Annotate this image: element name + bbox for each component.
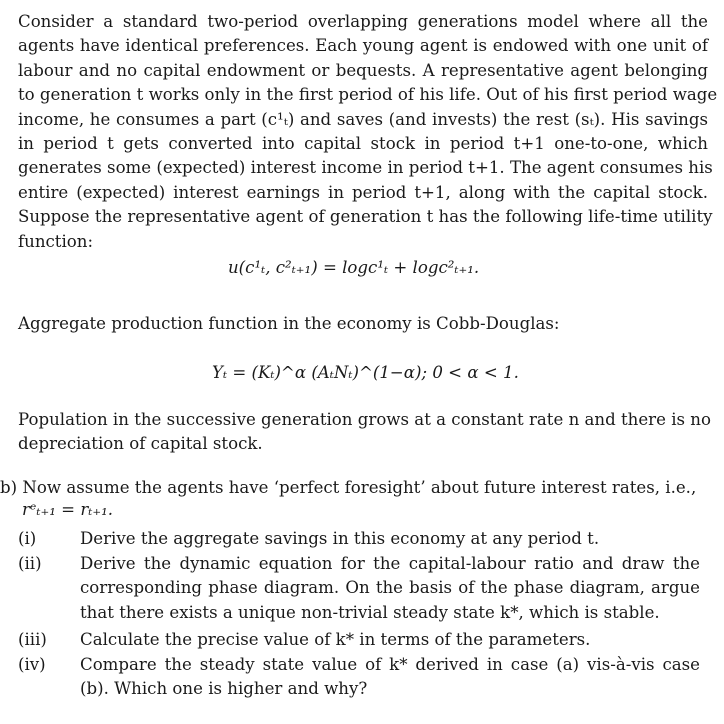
item-line: that there exists a unique non-trivial steady state k*, which is stable.: [80, 602, 660, 622]
item-number: (iv): [18, 655, 46, 674]
item-line: Calculate the precise value of k* in terms of the parameters.: [80, 630, 591, 649]
intro-line: Suppose the representative agent of generation t has the following life-time utility: [18, 207, 713, 227]
item-line: Derive the dynamic equation for the capital-labour ratio and draw the: [80, 554, 700, 573]
item-number: (ii): [18, 554, 42, 573]
item-number: (i): [18, 529, 37, 548]
intro-line: function:: [18, 231, 94, 251]
intro-line: Consider a standard two-period overlapping generations model where all the: [18, 12, 708, 31]
production-intro-line: Aggregate production function in the economy is Cobb-Douglas:: [18, 314, 560, 333]
item-line: Derive the aggregate savings in this economy at any period t.: [80, 529, 600, 548]
intro-line: labour and no capital endowment or bequests. A representative agent belonging: [18, 60, 708, 80]
population-line: Population in the successive generation grows at a constant rate n and there is no: [18, 410, 711, 429]
intro-paragraph: [18, 10, 718, 254]
part-b-lead: [0, 476, 708, 500]
intro-line: agents have identical preferences. Each young agent is endowed with one unit of: [18, 36, 708, 56]
item-line: Compare the steady state value of k* derived in case (a) vis-à-vis case: [80, 655, 700, 674]
population-paragraph: [18, 408, 711, 457]
item-number: (iii): [18, 630, 47, 649]
part-b-lead-line: b) Now assume the agents have ‘perfect foresight’ about future interest rates, i.e.,: [0, 478, 697, 497]
item-line: corresponding phase diagram. On the basis of the phase diagram, argue: [80, 578, 700, 598]
intro-line: generates some (expected) interest income in period t+1. The agent consumes his: [18, 158, 713, 178]
production-intro: [18, 312, 708, 336]
population-line: depreciation of capital stock.: [18, 434, 263, 454]
utility-equation: u(c¹ₜ, c²ₜ₊₁) = logc¹ₜ + logc²ₜ₊₁.: [228, 258, 480, 277]
intro-line: income, he consumes a part (c¹ₜ) and saves (and invests) the rest (sₜ). His savings: [18, 109, 708, 129]
item-line: (b). Which one is higher and why?: [80, 679, 368, 699]
intro-line: to generation t works only in the first period of his life. Out of his first period wage: [18, 85, 718, 105]
foresight-equation: rᵉₜ₊₁ = rₜ₊₁.: [22, 500, 114, 519]
intro-line: entire (expected) interest earnings in period t+1, along with the capital stock.: [18, 182, 708, 202]
production-equation: Yₜ = (Kₜ)^α (AₜNₜ)^(1−α); 0 < α < 1.: [212, 363, 519, 382]
intro-line: in period t gets converted into capital stock in period t+1 one-to-one, which: [18, 134, 708, 154]
